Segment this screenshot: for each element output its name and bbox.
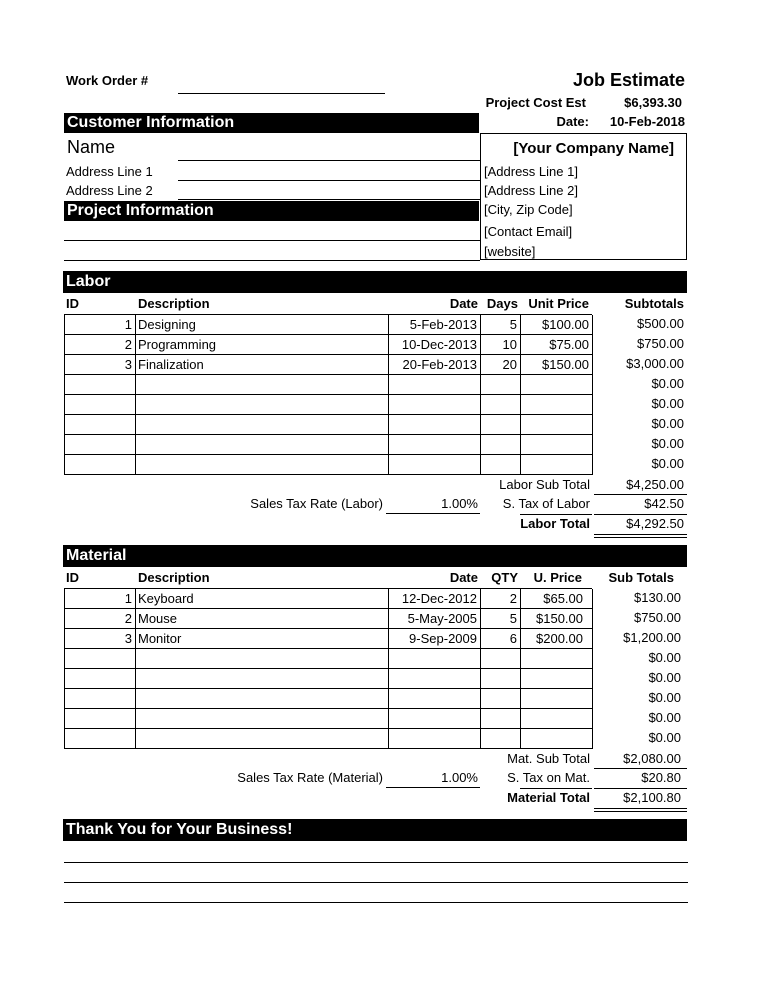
project-info-field-1[interactable] — [64, 240, 480, 241]
labor-row-unit-price[interactable] — [521, 375, 593, 395]
material-row-qty[interactable] — [481, 689, 521, 709]
labor-tax-rate-label: Sales Tax Rate (Labor) — [250, 496, 383, 511]
material-row-date[interactable] — [389, 729, 481, 749]
labor-row-days[interactable]: 10 — [481, 335, 521, 355]
table-row — [65, 669, 592, 689]
material-row-description[interactable]: Mouse — [136, 609, 389, 629]
material-row-subtotal: $0.00 — [648, 710, 681, 725]
labor-row-date[interactable] — [389, 435, 481, 455]
labor-row-description[interactable]: Designing — [136, 315, 389, 335]
work-order-label: Work Order # — [66, 73, 149, 88]
material-row-unit-price[interactable] — [521, 689, 593, 709]
labor-row-description[interactable] — [136, 415, 389, 435]
labor-row-date[interactable] — [389, 375, 481, 395]
labor-row-description[interactable] — [136, 455, 389, 475]
customer-name-label: Name — [67, 137, 116, 157]
material-date-header: Date — [449, 570, 478, 585]
material-row-description[interactable]: Keyboard — [136, 589, 389, 609]
labor-row-days[interactable] — [481, 395, 521, 415]
labor-row-days[interactable] — [481, 455, 521, 475]
material-row-unit-price[interactable]: $65.00 — [521, 589, 593, 609]
labor-row-subtotal: $0.00 — [651, 436, 684, 451]
material-row-id[interactable] — [65, 709, 136, 729]
date-value: 10-Feb-2018 — [609, 114, 685, 129]
material-row-subtotal: $130.00 — [634, 590, 681, 605]
material-row-description[interactable] — [136, 669, 389, 689]
thank-you-banner: Thank You for Your Business! — [63, 819, 687, 841]
labor-subtotals-header: Subtotals — [624, 296, 684, 311]
work-order-field[interactable] — [178, 93, 385, 94]
material-row-description[interactable] — [136, 689, 389, 709]
project-info-field-2[interactable] — [64, 260, 480, 261]
labor-row-subtotal: $0.00 — [651, 376, 684, 391]
labor-row-date[interactable]: 5-Feb-2013 — [389, 315, 481, 335]
material-row-qty[interactable]: 2 — [481, 589, 521, 609]
notes-line-3[interactable] — [64, 902, 688, 903]
material-tax-label: S. Tax on Mat. — [507, 770, 590, 785]
customer-info-header: Customer Information — [64, 113, 479, 133]
material-row-subtotal: $0.00 — [648, 730, 681, 745]
labor-row-description[interactable] — [136, 395, 389, 415]
labor-row-subtotal: $3,000.00 — [626, 356, 684, 371]
material-table — [64, 588, 592, 749]
material-row-qty[interactable] — [481, 729, 521, 749]
material-subtotal-value: $2,080.00 — [623, 751, 681, 766]
project-cost-value: $6,393.30 — [624, 95, 682, 110]
company-name: [Your Company Name] — [513, 140, 674, 157]
material-section-header: Material — [63, 545, 687, 567]
material-row-id[interactable] — [65, 689, 136, 709]
labor-row-days[interactable] — [481, 375, 521, 395]
table-row — [65, 335, 592, 355]
labor-row-id[interactable] — [65, 455, 136, 475]
material-row-id[interactable]: 1 — [65, 589, 136, 609]
material-row-id[interactable]: 2 — [65, 609, 136, 629]
double-underline — [594, 534, 687, 538]
labor-row-description[interactable]: Programming — [136, 335, 389, 355]
labor-row-subtotal: $0.00 — [651, 456, 684, 471]
material-row-subtotal: $0.00 — [648, 670, 681, 685]
labor-row-description[interactable] — [136, 375, 389, 395]
material-row-date[interactable] — [389, 649, 481, 669]
material-qty-header: QTY — [491, 570, 518, 585]
labor-total-label: Labor Total — [520, 516, 590, 531]
table-row — [65, 649, 592, 669]
company-email: [Contact Email] — [484, 224, 573, 239]
labor-tax-rate-value[interactable]: 1.00% — [441, 496, 478, 511]
labor-row-unit-price[interactable] — [521, 435, 593, 455]
labor-row-description[interactable] — [136, 435, 389, 455]
material-row-qty[interactable] — [481, 649, 521, 669]
material-row-id[interactable] — [65, 649, 136, 669]
labor-section-header: Labor — [63, 271, 687, 293]
material-row-description[interactable]: Monitor — [136, 629, 389, 649]
material-tax-value: $20.80 — [641, 770, 681, 785]
table-row — [65, 435, 592, 455]
table-row — [65, 609, 592, 629]
material-row-unit-price[interactable] — [521, 729, 593, 749]
table-row — [65, 415, 592, 435]
labor-row-unit-price[interactable]: $75.00 — [521, 335, 593, 355]
table-row — [65, 455, 592, 475]
labor-id-header: ID — [66, 296, 79, 311]
labor-row-id[interactable] — [65, 415, 136, 435]
material-subtotals-header: Sub Totals — [608, 570, 674, 585]
table-row — [65, 629, 592, 649]
material-row-qty[interactable]: 6 — [481, 629, 521, 649]
material-row-date[interactable] — [389, 689, 481, 709]
labor-row-subtotal: $0.00 — [651, 396, 684, 411]
labor-row-id[interactable]: 3 — [65, 355, 136, 375]
table-row — [65, 375, 592, 395]
labor-row-date[interactable] — [389, 395, 481, 415]
address-line-2-field[interactable] — [178, 199, 480, 200]
table-row — [65, 355, 592, 375]
labor-row-id[interactable]: 1 — [65, 315, 136, 335]
material-row-id[interactable] — [65, 669, 136, 689]
material-row-id[interactable]: 3 — [65, 629, 136, 649]
labor-row-id[interactable] — [65, 375, 136, 395]
material-row-date[interactable]: 9-Sep-2009 — [389, 629, 481, 649]
labor-row-days[interactable] — [481, 415, 521, 435]
material-row-unit-price[interactable] — [521, 709, 593, 729]
table-row — [65, 709, 592, 729]
table-row — [65, 689, 592, 709]
company-website: [website] — [484, 244, 536, 259]
labor-unit-price-header: Unit Price — [528, 296, 589, 311]
material-id-header: ID — [66, 570, 79, 585]
material-description-header: Description — [138, 570, 210, 585]
address-line-1-field[interactable] — [178, 180, 480, 181]
material-row-date[interactable]: 5-May-2005 — [389, 609, 481, 629]
table-row — [65, 729, 592, 749]
labor-row-days[interactable] — [481, 435, 521, 455]
material-row-subtotal: $0.00 — [648, 650, 681, 665]
material-tax-rate-label: Sales Tax Rate (Material) — [237, 770, 383, 785]
labor-row-unit-price[interactable] — [521, 415, 593, 435]
labor-row-subtotal: $750.00 — [637, 336, 684, 351]
labor-row-subtotal: $500.00 — [637, 316, 684, 331]
labor-days-header: Days — [486, 296, 518, 311]
labor-row-days[interactable]: 20 — [481, 355, 521, 375]
material-row-date[interactable] — [389, 709, 481, 729]
labor-row-date[interactable] — [389, 415, 481, 435]
notes-line-1[interactable] — [64, 862, 688, 863]
labor-description-header: Description — [138, 296, 210, 311]
customer-name-field[interactable] — [178, 160, 480, 161]
material-total-label: Material Total — [507, 790, 590, 805]
labor-row-unit-price[interactable]: $100.00 — [521, 315, 593, 335]
labor-row-unit-price[interactable] — [521, 395, 593, 415]
document-title: Job Estimate — [572, 70, 685, 90]
material-row-subtotal: $1,200.00 — [623, 630, 681, 645]
material-row-subtotal: $750.00 — [634, 610, 681, 625]
labor-row-id[interactable] — [65, 395, 136, 415]
labor-tax-label: S. Tax of Labor — [502, 496, 590, 511]
material-row-unit-price[interactable]: $150.00 — [521, 609, 593, 629]
material-row-description[interactable] — [136, 729, 389, 749]
labor-table — [64, 314, 592, 475]
table-row — [65, 315, 592, 335]
labor-total-value: $4,292.50 — [626, 516, 684, 531]
project-info-header: Project Information — [64, 201, 479, 221]
labor-date-header: Date — [449, 296, 478, 311]
labor-row-description[interactable]: Finalization — [136, 355, 389, 375]
material-row-subtotal: $0.00 — [648, 690, 681, 705]
labor-row-unit-price[interactable]: $150.00 — [521, 355, 593, 375]
labor-row-date[interactable]: 20-Feb-2013 — [389, 355, 481, 375]
labor-row-date[interactable]: 10-Dec-2013 — [389, 335, 481, 355]
project-cost-label: Project Cost Est — [485, 95, 586, 110]
labor-tax-value: $42.50 — [644, 496, 684, 511]
notes-line-2[interactable] — [64, 882, 688, 883]
labor-row-id[interactable] — [65, 435, 136, 455]
material-row-qty[interactable] — [481, 709, 521, 729]
company-city-zip: [City, Zip Code] — [484, 202, 573, 217]
labor-row-subtotal: $0.00 — [651, 416, 684, 431]
address-line-2-label: Address Line 2 — [66, 183, 153, 198]
material-row-date[interactable]: 12-Dec-2012 — [389, 589, 481, 609]
labor-row-id[interactable]: 2 — [65, 335, 136, 355]
material-total-value: $2,100.80 — [623, 790, 681, 805]
labor-subtotal-value: $4,250.00 — [626, 477, 684, 492]
labor-row-unit-price[interactable] — [521, 455, 593, 475]
material-row-unit-price[interactable] — [521, 649, 593, 669]
material-row-qty[interactable]: 5 — [481, 609, 521, 629]
material-row-qty[interactable] — [481, 669, 521, 689]
company-address-2: [Address Line 2] — [484, 183, 578, 198]
labor-subtotal-label: Labor Sub Total — [499, 477, 590, 492]
table-row — [65, 395, 592, 415]
material-subtotal-label: Mat. Sub Total — [507, 751, 590, 766]
company-address-1: [Address Line 1] — [484, 164, 578, 179]
material-tax-rate-value[interactable]: 1.00% — [441, 770, 478, 785]
material-row-date[interactable] — [389, 669, 481, 689]
material-row-unit-price[interactable] — [521, 669, 593, 689]
labor-row-date[interactable] — [389, 455, 481, 475]
date-label: Date: — [556, 114, 589, 129]
double-underline — [594, 808, 687, 812]
address-line-1-label: Address Line 1 — [66, 164, 153, 179]
labor-row-days[interactable]: 5 — [481, 315, 521, 335]
material-unit-price-header: U. Price — [533, 570, 582, 585]
table-row — [65, 589, 592, 609]
material-row-unit-price[interactable]: $200.00 — [521, 629, 593, 649]
material-row-description[interactable] — [136, 709, 389, 729]
material-row-id[interactable] — [65, 729, 136, 749]
material-row-description[interactable] — [136, 649, 389, 669]
